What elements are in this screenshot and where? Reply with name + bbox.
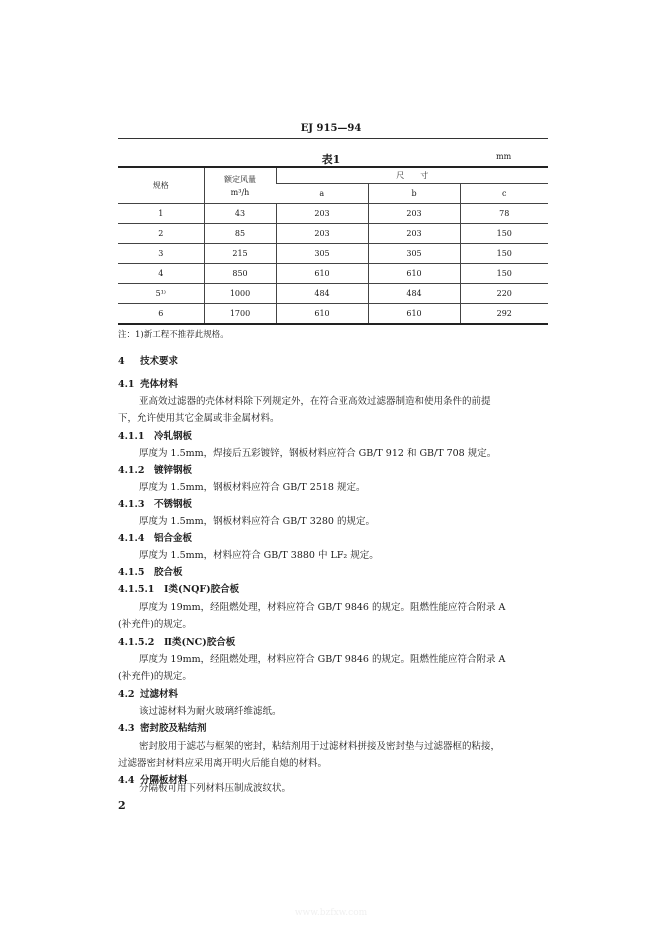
section-title: 过滤材料 <box>140 689 179 700</box>
table-row <box>118 284 548 304</box>
section-number: 4.1.5.2 <box>118 637 155 648</box>
cell-b: 305 <box>368 244 460 264</box>
table-row <box>118 204 548 224</box>
paragraph: 厚度为 1.5mm，材料应符合 GB/T 3880 中 LF₂ 规定。 <box>139 550 379 561</box>
paragraph: 该过滤材料为耐火玻璃纤维滤纸。 <box>139 706 282 717</box>
cell-c: 292 <box>460 304 548 325</box>
table-row <box>118 244 548 264</box>
section-4-1-4-heading <box>118 530 192 544</box>
cell-b: 484 <box>368 284 460 304</box>
section-4-3-heading <box>118 720 207 734</box>
page-number: 2 <box>118 799 126 812</box>
section-title: 壳体材料 <box>140 379 179 390</box>
document-header-code: EJ 915—94 <box>300 123 362 134</box>
section-title: 镀锌钢板 <box>154 465 193 476</box>
header-airflow-label: 额定风量 <box>224 174 256 184</box>
cell-airflow: 1700 <box>204 304 276 325</box>
cell-b: 203 <box>368 204 460 224</box>
paragraph: 密封胶用于滤芯与框架的密封，粘结剂用于过滤材料拼接及密封垫与过滤器框的粘接， <box>139 741 501 752</box>
header-b: b <box>368 184 460 204</box>
section-4-1-5-heading <box>118 564 183 578</box>
paragraph: 下，允许使用其它金属或非金属材料。 <box>118 413 280 424</box>
section-number: 4.1 <box>118 379 135 390</box>
cell-spec: 6 <box>118 304 204 325</box>
header-a: a <box>276 184 368 204</box>
table-row <box>118 304 548 325</box>
section-4-1-2-heading <box>118 462 192 476</box>
spec-table <box>118 166 548 325</box>
cell-spec: 4 <box>118 264 204 284</box>
cell-airflow: 850 <box>204 264 276 284</box>
table-header-row <box>118 167 548 184</box>
paragraph: (补充件)的规定。 <box>118 671 192 682</box>
table-unit: mm <box>496 152 512 161</box>
cell-a: 484 <box>276 284 368 304</box>
section-number: 4.1.5 <box>118 567 145 578</box>
section-number: 4.4 <box>118 775 135 786</box>
cell-a: 203 <box>276 204 368 224</box>
section-4-1-heading <box>118 376 178 390</box>
paragraph: 分隔板可用下列材料压制成波纹状。 <box>139 783 292 794</box>
section-title: 密封胶及粘结剂 <box>140 723 207 734</box>
cell-c: 150 <box>460 264 548 284</box>
cell-spec: 5¹⁾ <box>118 284 204 304</box>
watermark: www.bzfxw.com <box>294 908 368 918</box>
paragraph: (补充件)的规定。 <box>118 619 192 630</box>
table-row <box>118 264 548 284</box>
section-4-heading <box>118 353 178 367</box>
cell-c: 78 <box>460 204 548 224</box>
cell-b: 610 <box>368 304 460 325</box>
section-number: 4.1.5.1 <box>118 584 155 595</box>
section-4-1-1-heading <box>118 428 192 442</box>
header-spec: 规格 <box>118 167 204 204</box>
header-size: 尺 寸 <box>276 167 548 184</box>
cell-airflow: 85 <box>204 224 276 244</box>
cell-spec: 3 <box>118 244 204 264</box>
table-title: 表1 <box>321 153 341 166</box>
cell-airflow: 43 <box>204 204 276 224</box>
section-number: 4 <box>118 356 125 367</box>
paragraph: 过滤器密封材料应采用离开明火后能自熄的材料。 <box>118 758 328 769</box>
cell-c: 150 <box>460 244 548 264</box>
cell-spec: 1 <box>118 204 204 224</box>
section-number: 4.1.3 <box>118 499 145 510</box>
section-4-1-3-heading <box>118 496 192 510</box>
section-4-1-5-2-heading <box>118 634 235 648</box>
cell-a: 610 <box>276 304 368 325</box>
header-rule <box>118 138 548 139</box>
section-number: 4.1.1 <box>118 431 145 442</box>
paragraph: 亚高效过滤器的壳体材料除下列规定外，在符合亚高效过滤器制造和使用条件的前提 <box>139 396 491 407</box>
cell-airflow: 1000 <box>204 284 276 304</box>
section-number: 4.3 <box>118 723 135 734</box>
cell-c: 150 <box>460 224 548 244</box>
cell-spec: 2 <box>118 224 204 244</box>
paragraph: 厚度为 19mm，经阻燃处理，材料应符合 GB/T 9846 的规定。阻燃性能应符合附录 A <box>139 602 506 613</box>
section-title: Ⅱ类(NC)胶合板 <box>164 637 236 648</box>
table-row <box>118 224 548 244</box>
section-title: Ⅰ类(NQF)胶合板 <box>164 584 240 595</box>
paragraph: 厚度为 1.5mm，钢板材料应符合 GB/T 2518 规定。 <box>139 482 366 493</box>
section-number: 4.1.2 <box>118 465 145 476</box>
cell-a: 203 <box>276 224 368 244</box>
section-title: 冷轧钢板 <box>154 431 193 442</box>
paragraph: 厚度为 19mm，经阻燃处理，材料应符合 GB/T 9846 的规定。阻燃性能应符合附录 A <box>139 654 506 665</box>
cell-b: 203 <box>368 224 460 244</box>
cell-airflow: 215 <box>204 244 276 264</box>
paragraph: 厚度为 1.5mm，焊接后五彩镀锌，钢板材料应符合 GB/T 912 和 GB/T 708 规定。 <box>139 448 497 459</box>
section-title: 不锈钢板 <box>154 499 193 510</box>
section-number: 4.1.4 <box>118 533 145 544</box>
section-4-1-5-1-heading <box>118 581 239 595</box>
header-airflow <box>204 167 276 204</box>
section-title: 铝合金板 <box>154 533 193 544</box>
header-airflow-unit: m³/h <box>230 187 250 197</box>
section-title: 胶合板 <box>154 567 183 578</box>
section-title: 技术要求 <box>140 356 179 367</box>
cell-c: 220 <box>460 284 548 304</box>
section-4-2-heading <box>118 686 178 700</box>
cell-a: 610 <box>276 264 368 284</box>
table-note: 注：1)新工程不推荐此规格。 <box>118 330 229 340</box>
header-c: c <box>460 184 548 204</box>
section-number: 4.2 <box>118 689 135 700</box>
cell-b: 610 <box>368 264 460 284</box>
paragraph: 厚度为 1.5mm，钢板材料应符合 GB/T 3280 的规定。 <box>139 516 375 527</box>
section-title: 分隔板材料 <box>140 775 188 786</box>
cell-a: 305 <box>276 244 368 264</box>
